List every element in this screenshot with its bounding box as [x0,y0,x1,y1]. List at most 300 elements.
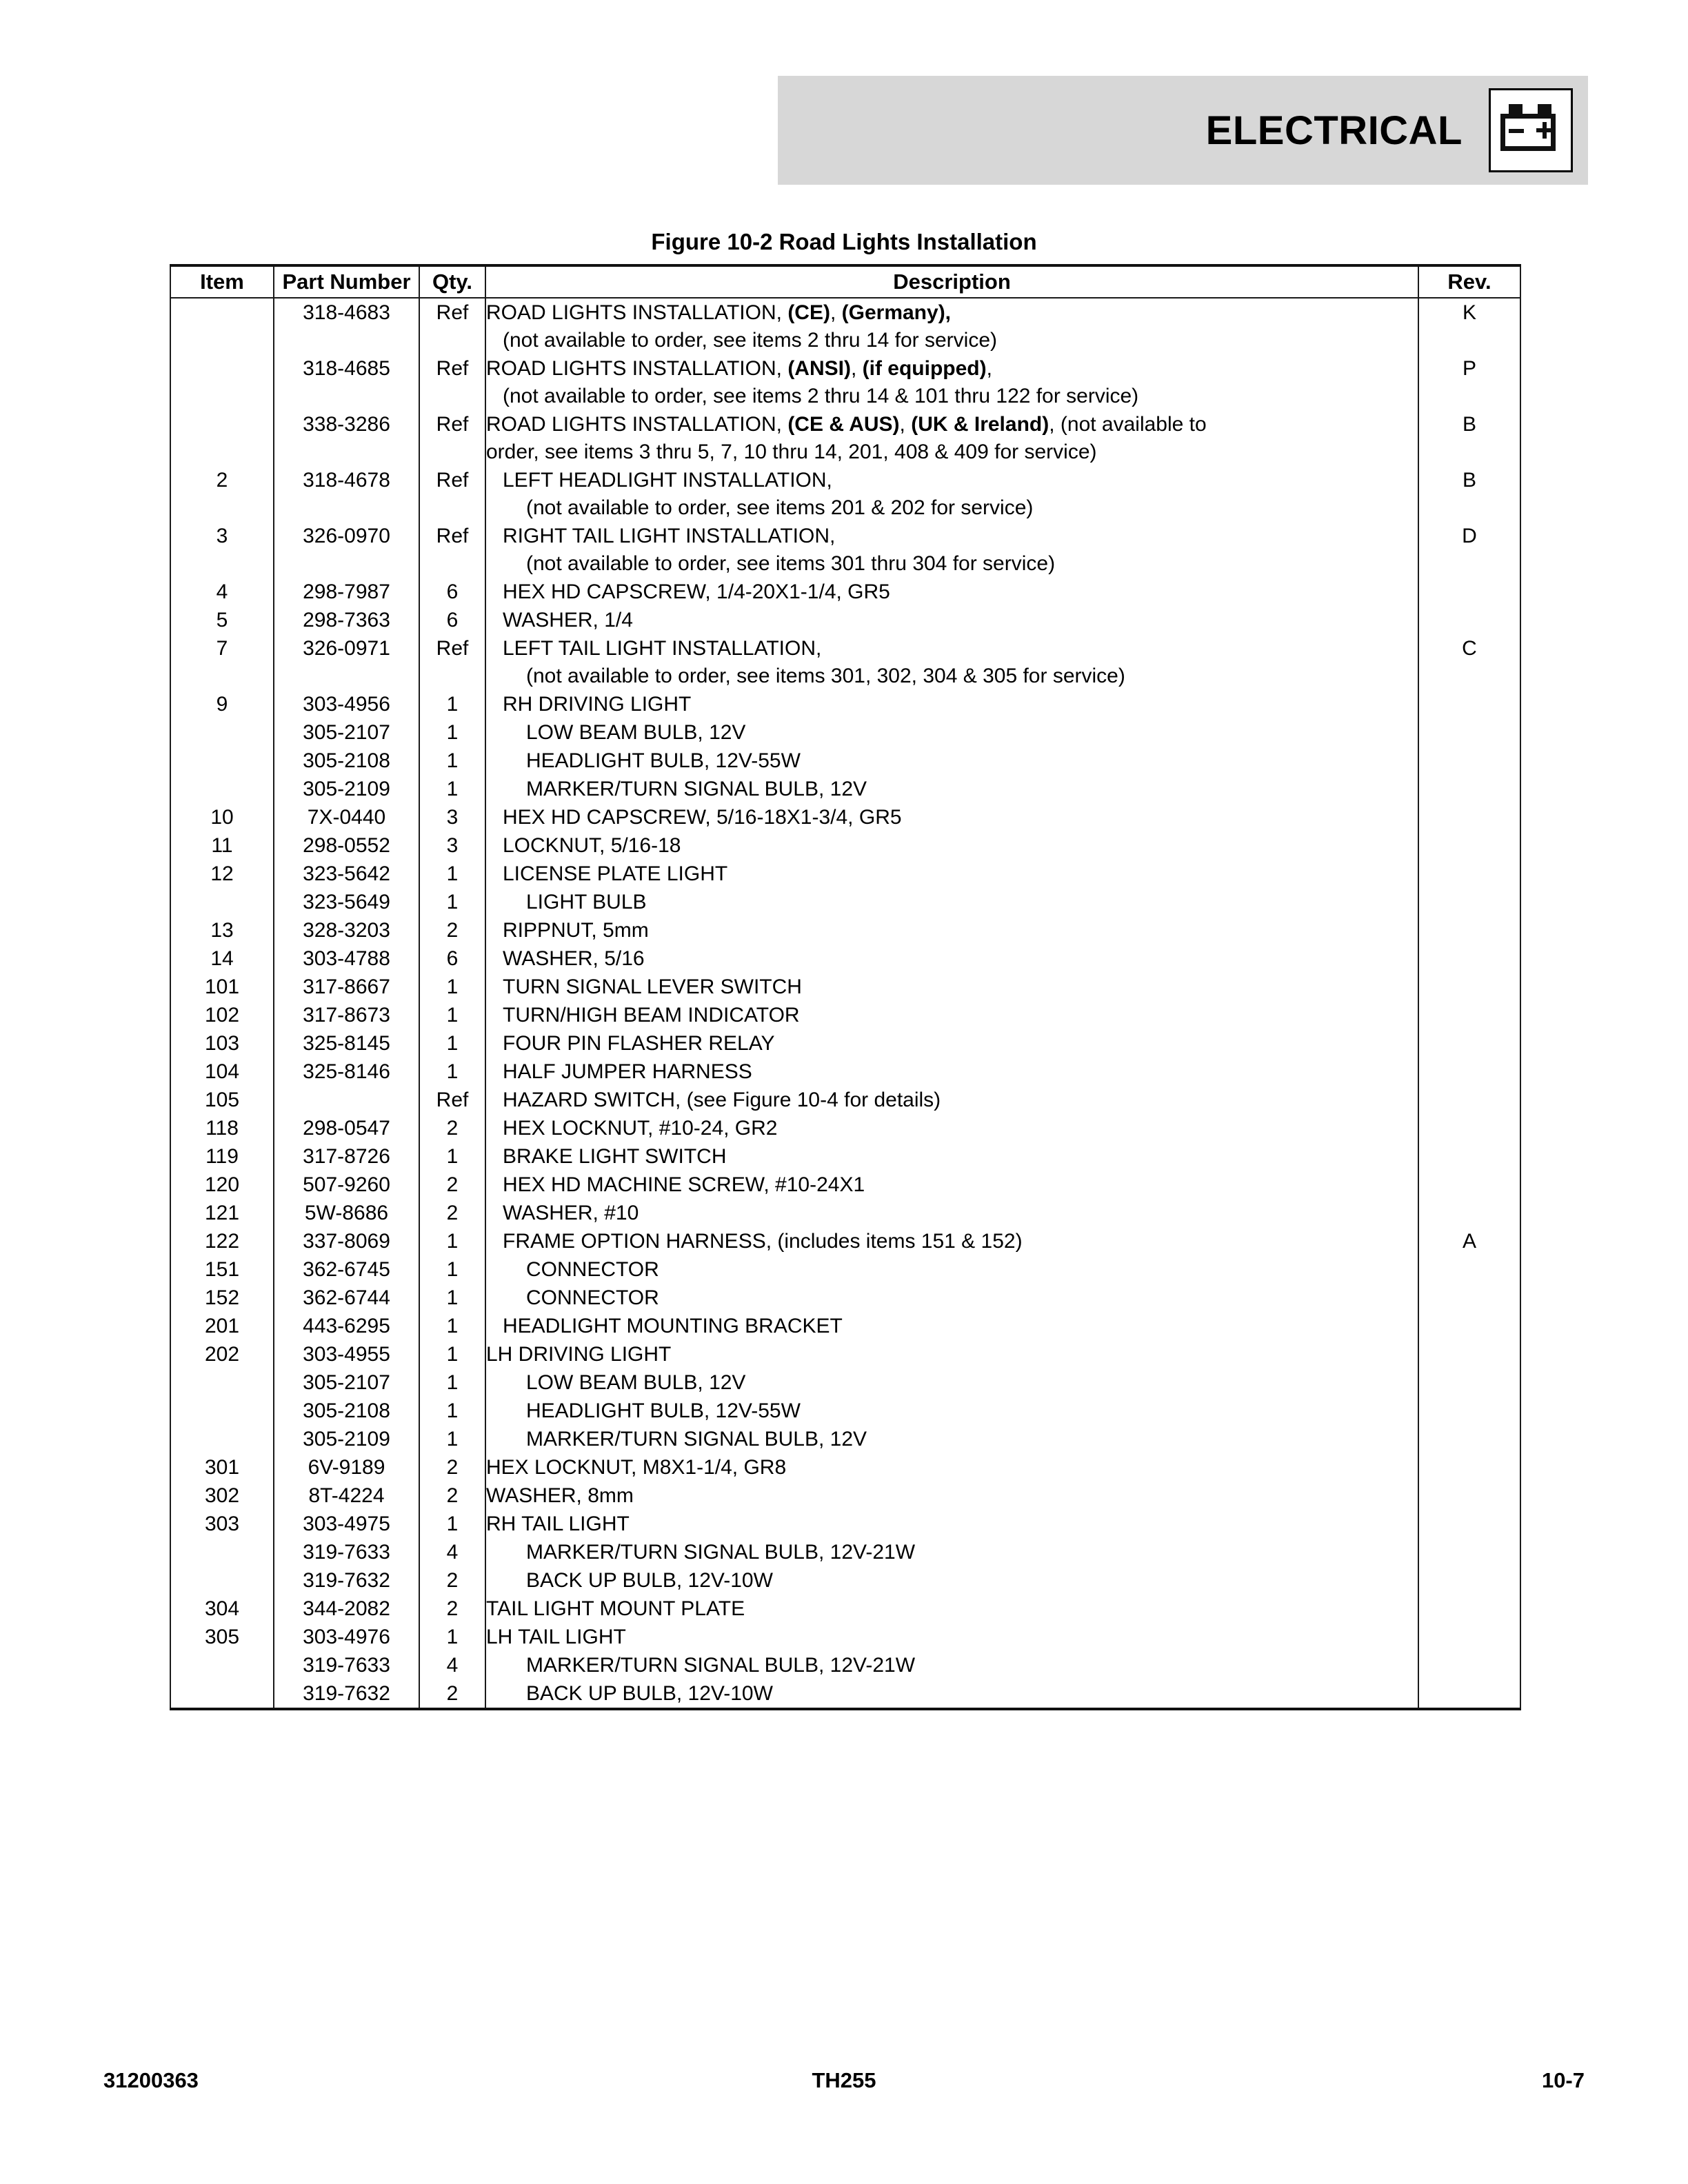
cell-qty: 1 [419,1510,485,1538]
table-row [170,831,1520,860]
cell-part-number [274,663,419,690]
table-row [170,1312,1520,1340]
column-header-rev: Rev. [1418,265,1520,298]
cell-description: ROAD LIGHTS INSTALLATION, (CE), (Germany), [485,298,1418,327]
table-row [170,410,1520,438]
page-title: ELECTRICAL [1205,108,1463,153]
cell-qty: 6 [419,578,485,606]
cell-part-number: 362-6744 [274,1284,419,1312]
cell-item: 102 [170,1001,274,1029]
cell-rev [1418,1425,1520,1453]
table-row [170,1142,1520,1171]
cell-qty: 1 [419,1255,485,1284]
cell-item [170,663,274,690]
table-row [170,1227,1520,1255]
cell-description: (not available to order, see items 301 thru 304 for service) [485,550,1418,578]
cell-qty: 1 [419,860,485,888]
parts-table-container [170,264,1520,1710]
cell-item: 7 [170,634,274,663]
cell-qty: 1 [419,1340,485,1368]
cell-item: 103 [170,1029,274,1058]
cell-rev [1418,775,1520,803]
cell-part-number: 298-0547 [274,1114,419,1142]
cell-rev [1418,1312,1520,1340]
cell-description: LOW BEAM BULB, 12V [485,1368,1418,1397]
cell-part-number: 443-6295 [274,1312,419,1340]
cell-item: 14 [170,944,274,973]
cell-part-number: 6V-9189 [274,1453,419,1482]
cell-rev [1418,327,1520,354]
cell-rev [1418,1679,1520,1709]
table-row [170,1482,1520,1510]
cell-qty: 6 [419,606,485,634]
cell-part-number: 298-0552 [274,831,419,860]
cell-rev [1418,1340,1520,1368]
cell-description: (not available to order, see items 301, 302, 304 & 305 for service) [485,663,1418,690]
cell-description: LICENSE PLATE LIGHT [485,860,1418,888]
cell-item [170,1538,274,1566]
cell-rev [1418,1651,1520,1679]
cell-rev [1418,1086,1520,1114]
footer-document-number: 31200363 [103,2068,199,2092]
cell-part-number: 305-2107 [274,1368,419,1397]
table-row [170,327,1520,354]
cell-description: ROAD LIGHTS INSTALLATION, (CE & AUS), (UK & Ireland), (not available to [485,410,1418,438]
cell-item [170,1566,274,1595]
cell-rev [1418,1368,1520,1397]
cell-qty: 1 [419,775,485,803]
cell-item: 104 [170,1058,274,1086]
column-header-part-number: Part Number [274,265,419,298]
column-header-item: Item [170,265,274,298]
cell-part-number: 305-2107 [274,718,419,747]
cell-qty: Ref [419,634,485,663]
table-row [170,1001,1520,1029]
cell-qty [419,550,485,578]
cell-part-number: 318-4678 [274,466,419,494]
page-footer [103,2068,1585,2093]
cell-part-number: 323-5649 [274,888,419,916]
table-row [170,860,1520,888]
cell-qty: Ref [419,522,485,550]
cell-qty: 3 [419,831,485,860]
cell-part-number: 317-8726 [274,1142,419,1171]
footer-model: TH255 [812,2068,876,2092]
cell-rev [1418,944,1520,973]
cell-item: 202 [170,1340,274,1368]
table-row [170,383,1520,410]
cell-description: WASHER, 8mm [485,1482,1418,1510]
cell-description: MARKER/TURN SIGNAL BULB, 12V-21W [485,1538,1418,1566]
cell-description: LEFT HEADLIGHT INSTALLATION, [485,466,1418,494]
cell-qty: Ref [419,410,485,438]
cell-qty [419,327,485,354]
cell-qty: 1 [419,1397,485,1425]
cell-description: RIPPNUT, 5mm [485,916,1418,944]
cell-description: LOCKNUT, 5/16-18 [485,831,1418,860]
cell-qty: 1 [419,1312,485,1340]
cell-qty: 1 [419,1058,485,1086]
cell-description: TAIL LIGHT MOUNT PLATE [485,1595,1418,1623]
column-header-description: Description [485,265,1418,298]
cell-rev [1418,718,1520,747]
cell-part-number: 5W-8686 [274,1199,419,1227]
table-row [170,1595,1520,1623]
cell-item: 120 [170,1171,274,1199]
cell-rev [1418,1453,1520,1482]
cell-description: CONNECTOR [485,1284,1418,1312]
table-row [170,1566,1520,1595]
table-row [170,1086,1520,1114]
cell-description: LH TAIL LIGHT [485,1623,1418,1651]
table-row [170,1623,1520,1651]
minus-icon [1509,129,1524,133]
cell-qty: 1 [419,747,485,775]
cell-item [170,1397,274,1425]
cell-part-number: 303-4956 [274,690,419,718]
table-row [170,803,1520,831]
cell-part-number: 344-2082 [274,1595,419,1623]
cell-rev [1418,690,1520,718]
cell-qty: 1 [419,973,485,1001]
cell-part-number: 8T-4224 [274,1482,419,1510]
parts-table [170,264,1521,1710]
cell-item: 152 [170,1284,274,1312]
cell-rev [1418,1397,1520,1425]
cell-qty [419,494,485,522]
cell-part-number [274,494,419,522]
cell-qty [419,438,485,466]
cell-item: 118 [170,1114,274,1142]
cell-item: 10 [170,803,274,831]
cell-item [170,775,274,803]
cell-rev: D [1418,522,1520,550]
cell-qty: Ref [419,298,485,327]
cell-part-number: 318-4685 [274,354,419,383]
cell-qty: 2 [419,1679,485,1709]
cell-qty [419,663,485,690]
cell-rev [1418,1171,1520,1199]
cell-rev [1418,438,1520,466]
cell-part-number: 319-7632 [274,1679,419,1709]
cell-part-number: 305-2109 [274,1425,419,1453]
cell-rev [1418,1114,1520,1142]
cell-description: HALF JUMPER HARNESS [485,1058,1418,1086]
cell-description: LIGHT BULB [485,888,1418,916]
cell-description: (not available to order, see items 2 thru 14 & 101 thru 122 for service) [485,383,1418,410]
table-row [170,1340,1520,1368]
cell-rev [1418,1284,1520,1312]
cell-description: HEX HD CAPSCREW, 1/4-20X1-1/4, GR5 [485,578,1418,606]
table-row [170,634,1520,663]
cell-item: 13 [170,916,274,944]
table-row [170,438,1520,466]
cell-description: WASHER, 1/4 [485,606,1418,634]
cell-qty: 2 [419,916,485,944]
cell-qty: 1 [419,1029,485,1058]
cell-item [170,354,274,383]
cell-item: 302 [170,1482,274,1510]
cell-item: 5 [170,606,274,634]
cell-part-number: 305-2108 [274,1397,419,1425]
cell-qty: 2 [419,1453,485,1482]
cell-qty: 2 [419,1595,485,1623]
cell-rev: B [1418,466,1520,494]
cell-part-number: 303-4788 [274,944,419,973]
cell-item [170,383,274,410]
table-row [170,1058,1520,1086]
table-row [170,944,1520,973]
cell-rev [1418,383,1520,410]
table-row [170,663,1520,690]
cell-item [170,1368,274,1397]
cell-item [170,410,274,438]
cell-part-number: 323-5642 [274,860,419,888]
cell-part-number: 318-4683 [274,298,419,327]
cell-rev [1418,860,1520,888]
cell-rev [1418,1142,1520,1171]
cell-part-number: 305-2108 [274,747,419,775]
cell-rev [1418,1595,1520,1623]
cell-rev [1418,916,1520,944]
cell-part-number: 325-8146 [274,1058,419,1086]
cell-rev: C [1418,634,1520,663]
cell-rev: K [1418,298,1520,327]
footer-page-number: 10-7 [1541,2068,1585,2092]
cell-rev [1418,663,1520,690]
table-row [170,973,1520,1001]
cell-description: MARKER/TURN SIGNAL BULB, 12V [485,1425,1418,1453]
cell-qty: 3 [419,803,485,831]
table-row [170,1114,1520,1142]
cell-description: HEADLIGHT BULB, 12V-55W [485,1397,1418,1425]
cell-part-number: 298-7363 [274,606,419,634]
table-row [170,1284,1520,1312]
cell-description: HEX HD MACHINE SCREW, #10-24X1 [485,1171,1418,1199]
cell-description: TURN/HIGH BEAM INDICATOR [485,1001,1418,1029]
cell-rev [1418,803,1520,831]
cell-description: HEADLIGHT BULB, 12V-55W [485,747,1418,775]
cell-rev [1418,1538,1520,1566]
cell-description: ROAD LIGHTS INSTALLATION, (ANSI), (if equipped), [485,354,1418,383]
cell-rev [1418,1566,1520,1595]
cell-qty: Ref [419,354,485,383]
table-row [170,1255,1520,1284]
cell-item: 3 [170,522,274,550]
cell-item [170,747,274,775]
cell-item: 2 [170,466,274,494]
cell-item [170,718,274,747]
cell-item [170,298,274,327]
cell-description: HAZARD SWITCH, (see Figure 10-4 for details) [485,1086,1418,1114]
cell-item: 151 [170,1255,274,1284]
cell-description: WASHER, 5/16 [485,944,1418,973]
table-row [170,1651,1520,1679]
cell-item: 101 [170,973,274,1001]
cell-description: (not available to order, see items 2 thru 14 for service) [485,327,1418,354]
cell-item [170,438,274,466]
cell-part-number: 303-4976 [274,1623,419,1651]
table-row [170,522,1520,550]
table-row [170,1510,1520,1538]
table-row [170,1538,1520,1566]
cell-item [170,1651,274,1679]
cell-qty: 1 [419,1001,485,1029]
cell-qty: 1 [419,888,485,916]
cell-description: FRAME OPTION HARNESS, (includes items 151 & 152) [485,1227,1418,1255]
cell-rev [1418,1199,1520,1227]
cell-rev [1418,494,1520,522]
cell-rev [1418,1029,1520,1058]
cell-qty: 1 [419,1623,485,1651]
table-row [170,1425,1520,1453]
table-row [170,354,1520,383]
cell-qty: 2 [419,1566,485,1595]
table-row [170,550,1520,578]
cell-description: BACK UP BULB, 12V-10W [485,1566,1418,1595]
cell-qty: Ref [419,466,485,494]
cell-rev [1418,831,1520,860]
cell-description: HEADLIGHT MOUNTING BRACKET [485,1312,1418,1340]
cell-item: 303 [170,1510,274,1538]
table-header [170,265,1520,298]
cell-qty: 1 [419,1368,485,1397]
table-body [170,298,1520,1709]
table-header-row [170,265,1520,298]
cell-description: LOW BEAM BULB, 12V [485,718,1418,747]
table-row [170,775,1520,803]
cell-qty: 2 [419,1114,485,1142]
cell-item: 11 [170,831,274,860]
cell-qty: 1 [419,1425,485,1453]
cell-qty: 4 [419,1651,485,1679]
table-row [170,466,1520,494]
cell-part-number: 303-4955 [274,1340,419,1368]
table-row [170,1679,1520,1709]
cell-item: 121 [170,1199,274,1227]
cell-rev [1418,606,1520,634]
cell-description: (not available to order, see items 201 & 202 for service) [485,494,1418,522]
cell-item: 119 [170,1142,274,1171]
cell-item: 201 [170,1312,274,1340]
cell-description: HEX HD CAPSCREW, 5/16-18X1-3/4, GR5 [485,803,1418,831]
cell-part-number: 338-3286 [274,410,419,438]
cell-rev [1418,1255,1520,1284]
cell-rev [1418,550,1520,578]
cell-qty: 6 [419,944,485,973]
cell-part-number [274,1086,419,1114]
cell-item: 304 [170,1595,274,1623]
table-row [170,1029,1520,1058]
cell-description: RH DRIVING LIGHT [485,690,1418,718]
cell-part-number [274,383,419,410]
cell-rev: A [1418,1227,1520,1255]
column-header-qty: Qty. [419,265,485,298]
cell-qty: Ref [419,1086,485,1114]
cell-qty: 2 [419,1171,485,1199]
cell-item: 12 [170,860,274,888]
cell-qty: 1 [419,690,485,718]
cell-part-number: 317-8673 [274,1001,419,1029]
cell-qty: 4 [419,1538,485,1566]
cell-description: TURN SIGNAL LEVER SWITCH [485,973,1418,1001]
table-row [170,1397,1520,1425]
cell-part-number: 319-7633 [274,1538,419,1566]
cell-item [170,550,274,578]
cell-rev [1418,578,1520,606]
cell-part-number: 337-8069 [274,1227,419,1255]
cell-description: LEFT TAIL LIGHT INSTALLATION, [485,634,1418,663]
cell-description: BRAKE LIGHT SWITCH [485,1142,1418,1171]
cell-part-number: 7X-0440 [274,803,419,831]
cell-part-number: 325-8145 [274,1029,419,1058]
cell-qty [419,383,485,410]
cell-item: 4 [170,578,274,606]
cell-description: FOUR PIN FLASHER RELAY [485,1029,1418,1058]
cell-description: LH DRIVING LIGHT [485,1340,1418,1368]
cell-item: 301 [170,1453,274,1482]
figure-title: Figure 10-2 Road Lights Installation [651,229,1037,254]
cell-part-number: 298-7987 [274,578,419,606]
cell-description: RIGHT TAIL LIGHT INSTALLATION, [485,522,1418,550]
table-row [170,1199,1520,1227]
cell-rev [1418,1510,1520,1538]
cell-qty: 1 [419,1227,485,1255]
table-row [170,888,1520,916]
table-row [170,747,1520,775]
cell-rev [1418,1001,1520,1029]
cell-part-number [274,327,419,354]
cell-description: CONNECTOR [485,1255,1418,1284]
cell-rev [1418,888,1520,916]
cell-description: MARKER/TURN SIGNAL BULB, 12V [485,775,1418,803]
cell-description: MARKER/TURN SIGNAL BULB, 12V-21W [485,1651,1418,1679]
table-row [170,494,1520,522]
cell-part-number [274,550,419,578]
cell-description: WASHER, #10 [485,1199,1418,1227]
battery-icon [1489,88,1573,172]
cell-part-number: 317-8667 [274,973,419,1001]
cell-rev: P [1418,354,1520,383]
cell-description: HEX LOCKNUT, M8X1-1/4, GR8 [485,1453,1418,1482]
table-row [170,690,1520,718]
cell-part-number: 328-3203 [274,916,419,944]
table-row [170,578,1520,606]
cell-qty: 2 [419,1199,485,1227]
table-row [170,1368,1520,1397]
cell-item: 122 [170,1227,274,1255]
cell-part-number: 305-2109 [274,775,419,803]
cell-rev [1418,973,1520,1001]
cell-description: order, see items 3 thru 5, 7, 10 thru 14, 201, 408 & 409 for service) [485,438,1418,466]
cell-qty: 1 [419,718,485,747]
cell-item [170,494,274,522]
table-row [170,1453,1520,1482]
cell-item [170,327,274,354]
cell-description: BACK UP BULB, 12V-10W [485,1679,1418,1709]
cell-qty: 2 [419,1482,485,1510]
plus-icon [1536,122,1553,139]
section-header-banner [778,76,1588,185]
cell-item [170,888,274,916]
cell-item: 105 [170,1086,274,1114]
cell-qty: 1 [419,1142,485,1171]
table-row [170,298,1520,327]
cell-item: 9 [170,690,274,718]
cell-description: HEX LOCKNUT, #10-24, GR2 [485,1114,1418,1142]
cell-part-number: 326-0971 [274,634,419,663]
table-row [170,718,1520,747]
